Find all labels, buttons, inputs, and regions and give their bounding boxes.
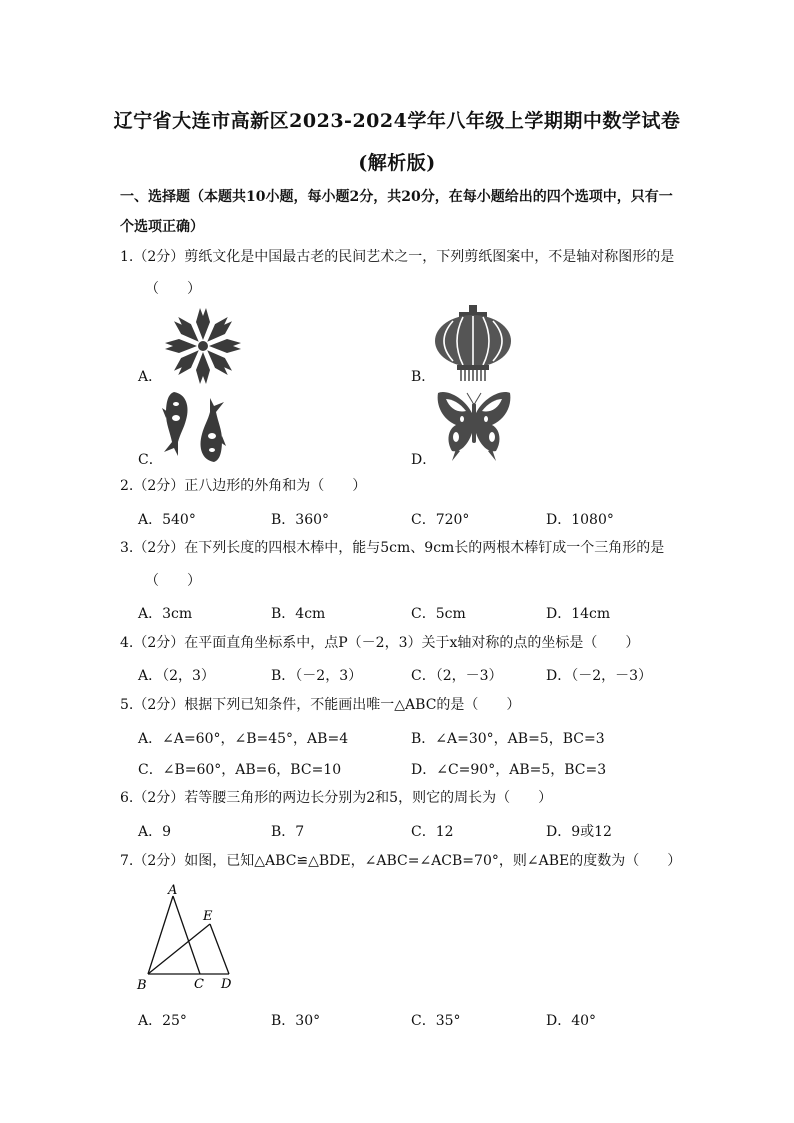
q5-option-a: A．∠A=60°，∠B=45°，AB=4 (138, 731, 349, 747)
question-2-stem: 2.（2分）正八边形的外角和为（ ） (120, 478, 367, 494)
triangle-figure (132, 880, 242, 992)
lantern-papercut-image (433, 303, 513, 383)
segment-ed (210, 924, 229, 974)
q2-option-b: B．360° (271, 512, 330, 528)
q3-option-b: B．4cm (271, 606, 326, 622)
question-1-stem: 1.（2分）剪纸文化是中国最古老的民间艺术之一，下列剪纸图案中，不是轴对称图形的是 (120, 249, 675, 265)
q2-option-a: A．540° (138, 512, 196, 528)
q6-option-d: D．9或12 (546, 824, 612, 840)
q4-option-a: A．（2，3） (138, 668, 215, 684)
section-heading: 一、选择题（本题共10小题，每小题2分，共20分，在每小题给出的四个选项中，只有一个选项正确） (120, 189, 673, 235)
label-e: E (203, 909, 213, 924)
q5-option-c: C．∠B=60°，AB=6，BC=10 (138, 762, 342, 778)
q6-option-c: C．12 (411, 824, 454, 840)
q6-option-a: A．9 (138, 824, 172, 840)
q1-option-b-label: B． (411, 369, 436, 385)
q5-option-b: B．∠A=30°，AB=5，BC=3 (411, 731, 605, 747)
q7-option-b: B．30° (271, 1013, 321, 1029)
question-3-blank: （ ） (145, 573, 201, 589)
q3-option-d: D．14cm (546, 606, 611, 622)
q4-option-b: B．（－2，3） (271, 668, 363, 684)
q6-option-b: B．7 (271, 824, 305, 840)
question-6-stem: 6.（2分）若等腰三角形的两边长分别为2和5，则它的周长为（ ） (120, 790, 553, 806)
segment-ab (148, 896, 173, 974)
q1-option-c-label: C． (138, 452, 163, 468)
koi-fish-papercut-image (160, 388, 230, 466)
q1-option-d-label: D． (411, 452, 437, 468)
question-1-blank: （ ） (145, 281, 201, 297)
butterfly-papercut-image (434, 389, 514, 461)
segment-be (148, 924, 210, 974)
q5-option-d: D．∠C=90°，AB=5，BC=3 (411, 762, 607, 778)
label-c: C (194, 977, 204, 992)
q7-option-c: C．35° (411, 1013, 461, 1029)
question-7-stem: 7.（2分）如图，已知△ABC≌△BDE，∠ABC=∠ACB=70°，则∠ABE的度数为（ ） (120, 853, 682, 869)
q2-option-c: C．720° (411, 512, 470, 528)
label-a: A (168, 883, 178, 898)
question-3-stem: 3.（2分）在下列长度的四根木棒中，能与5cm、9cm长的两根木棒钉成一个三角形的是 (120, 540, 665, 556)
question-4-stem: 4.（2分）在平面直角坐标系中，点P（－2，3）关于x轴对称的点的坐标是（ ） (120, 635, 640, 651)
q3-option-a: A．3cm (138, 606, 193, 622)
label-b: B (137, 978, 147, 992)
question-5-stem: 5.（2分）根据下列已知条件，不能画出唯一△ABC的是（ ） (120, 697, 521, 713)
q3-option-c: C．5cm (411, 606, 466, 622)
exam-subtitle: (解析版) (358, 152, 436, 174)
q4-option-d: D．（－2，－3） (546, 668, 653, 684)
q2-option-d: D．1080° (546, 512, 614, 528)
label-d: D (221, 977, 232, 992)
q1-option-a-label: A． (138, 369, 163, 385)
q7-option-d: D．40° (546, 1013, 597, 1029)
exam-title: 辽宁省大连市高新区2023-2024学年八年级上学期期中数学试卷 (113, 110, 681, 132)
q7-option-a: A．25° (138, 1013, 187, 1029)
snowflake-papercut-image (162, 305, 244, 387)
q4-option-c: C．（2，－3） (411, 668, 503, 684)
